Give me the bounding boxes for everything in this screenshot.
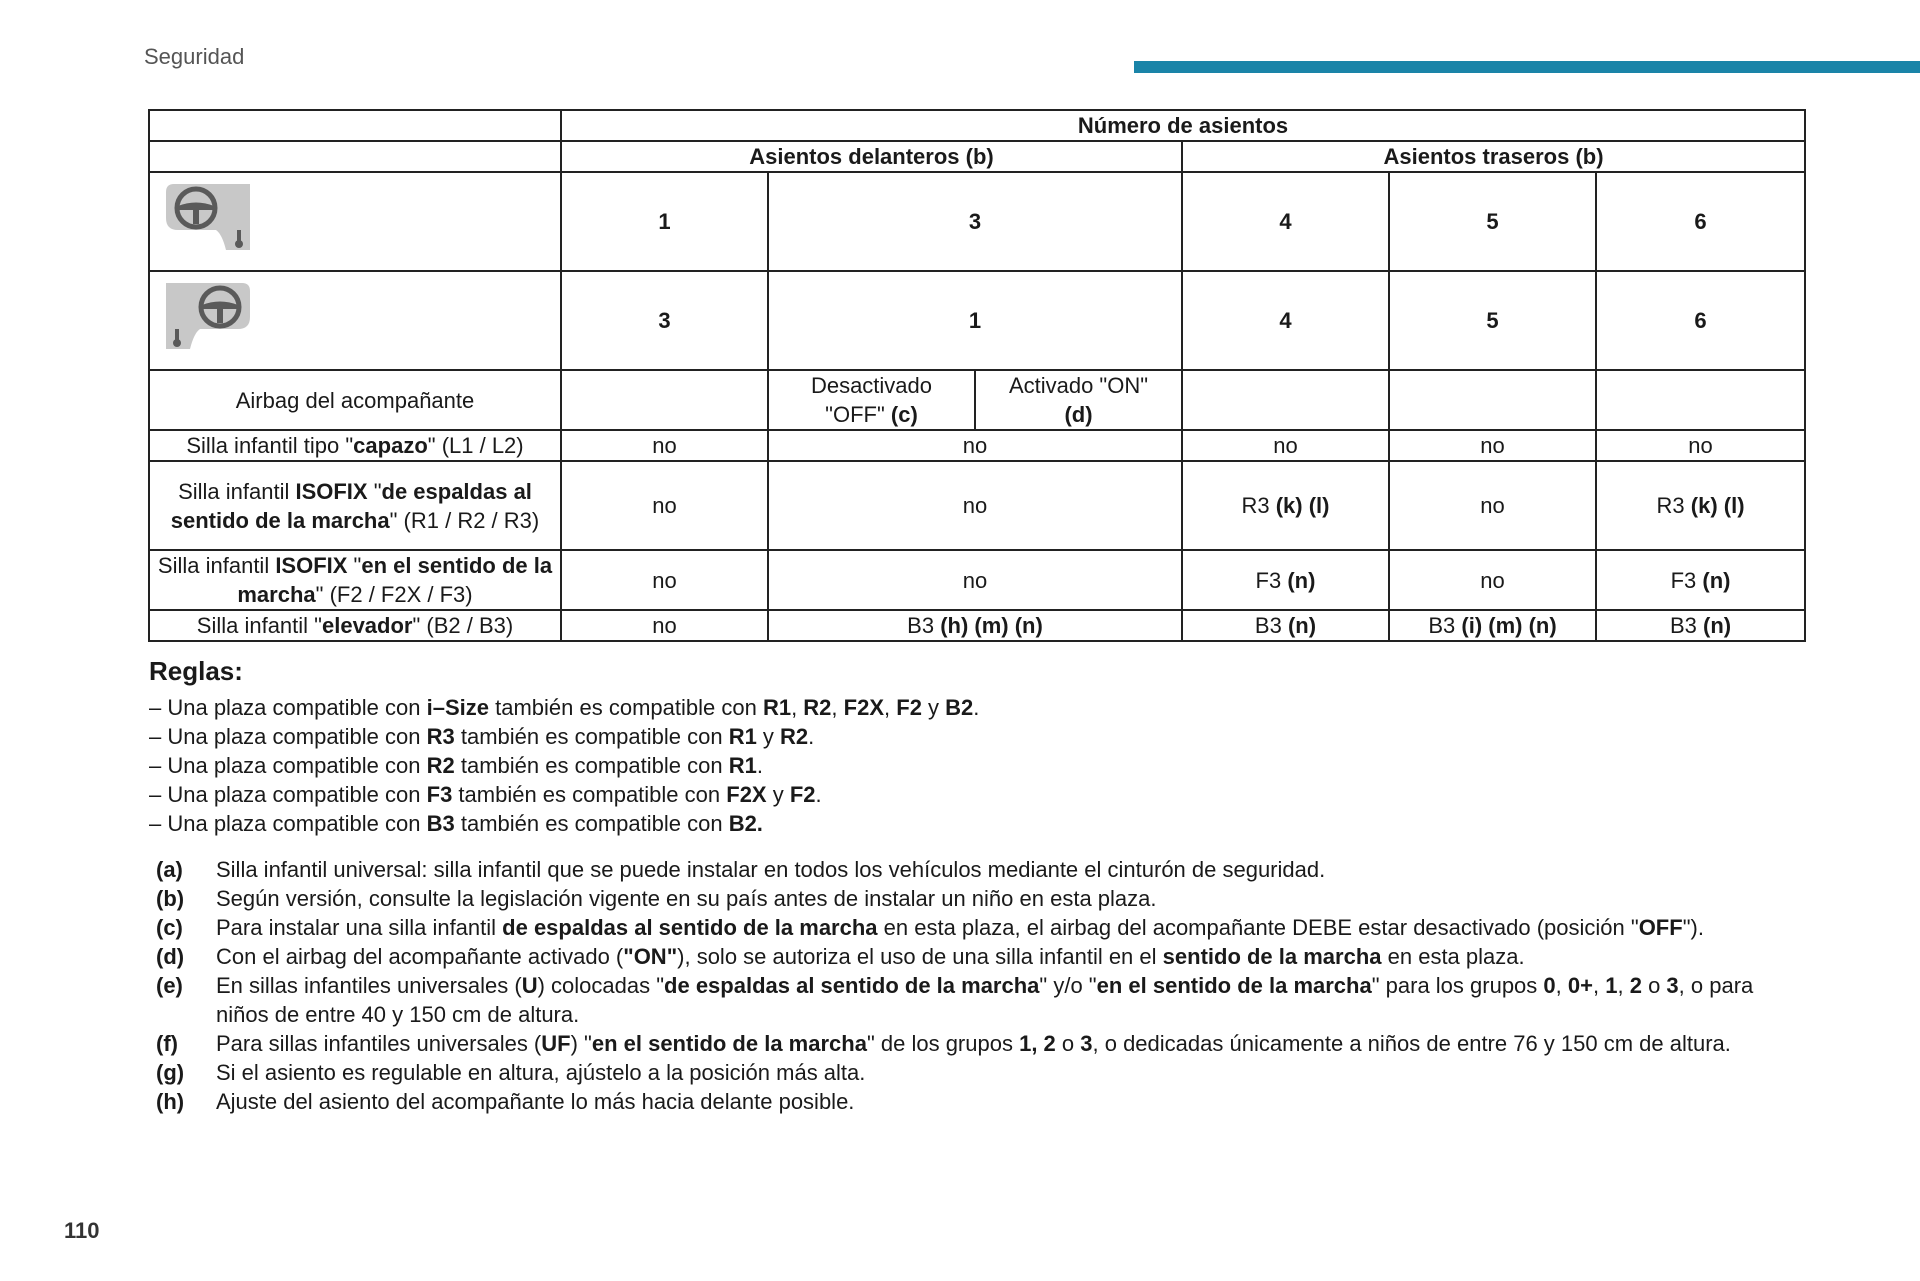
footnote-f: (f) Para sillas infantiles universales (UF) "en el sentido de la marcha" de los grupos 1, 2 o 3, o dedicadas únicamente a niños de entre 76 y 150 cm de altura. — [156, 1031, 1731, 1056]
child-seat-table — [148, 109, 1806, 642]
table-cell: no — [1182, 430, 1389, 461]
table-cell: 1 — [561, 172, 768, 271]
list-item: – Una plaza compatible con R2 también es compatible con R1. — [149, 753, 763, 778]
table-cell: no — [561, 610, 768, 641]
table-row — [149, 550, 1805, 610]
table-cell: R3 (k) (l) — [1596, 461, 1805, 550]
footnote-c: (c) Para instalar una silla infantil de espaldas al sentido de la marcha en esta plaza, el airbag del acompañante DEBE estar desactivado (posición "OFF"). — [156, 915, 1704, 940]
front-seats-header: Asientos delanteros (b) — [561, 141, 1182, 172]
footnote-h: (h) Ajuste del asiento del acompañante lo más hacia delante posible. — [156, 1089, 855, 1114]
seat-number-header: Número de asientos — [561, 110, 1805, 141]
list-item: – Una plaza compatible con B3 también es compatible con B2. — [149, 811, 763, 836]
right-hand-drive-steering-wheel-icon — [160, 277, 256, 357]
table-cell: B3 (i) (m) (n) — [1389, 610, 1596, 641]
section-label: Seguridad — [144, 44, 245, 69]
page-number: 110 — [64, 1218, 100, 1243]
airbag-off-cell: Desactivado "OFF" (c) — [769, 371, 976, 429]
row-label: Silla infantil ISOFIX "de espaldas al sentido de la marcha" (R1 / R2 / R3) — [149, 461, 561, 550]
rules-title: Reglas: — [149, 656, 243, 686]
table-cell — [1182, 370, 1389, 430]
table-row — [149, 271, 1805, 370]
table-cell: 3 — [768, 172, 1182, 271]
table-cell: no — [1596, 430, 1805, 461]
list-item: – Una plaza compatible con i–Size también es compatible con R1, R2, F2X, F2 y B2. — [149, 695, 980, 720]
table-cell: 3 — [561, 271, 768, 370]
table-cell: no — [768, 550, 1182, 610]
rhd-icon-cell — [149, 271, 561, 370]
rules-list — [149, 693, 979, 838]
table-subheader-row — [149, 141, 1805, 172]
list-item: – Una plaza compatible con R3 también es compatible con R1 y R2. — [149, 724, 815, 749]
table-cell: no — [1389, 550, 1596, 610]
table-cell: 5 — [1389, 172, 1596, 271]
table-cell: no — [768, 461, 1182, 550]
footnote-b: (b) Según versión, consulte la legislación vigente en su país antes de instalar un niño en esta plaza. — [156, 886, 1157, 911]
footnote-d: (d) Con el airbag del acompañante activado ("ON"), solo se autoriza el uso de una silla infantil en el sentido de la marcha en esta plaza. — [156, 944, 1525, 969]
table-cell: B3 (h) (m) (n) — [768, 610, 1182, 641]
footnote-e: (e) En sillas infantiles universales (U) colocadas "de espaldas al sentido de la marcha" y/o "en el sentido de la marcha" para los grupos 0, 0+, 1, 2 o 3, o para niños de entre 40 y 150 cm de altura. — [156, 973, 1754, 1027]
left-hand-drive-steering-wheel-icon — [160, 178, 256, 258]
table-cell: 4 — [1182, 172, 1389, 271]
row-label: Silla infantil "elevador" (B2 / B3) — [149, 610, 561, 641]
table-cell — [1389, 370, 1596, 430]
table-cell: 6 — [1596, 271, 1805, 370]
table-cell: 4 — [1182, 271, 1389, 370]
table-cell: no — [768, 430, 1182, 461]
lhd-icon-cell — [149, 172, 561, 271]
rear-seats-header: Asientos traseros (b) — [1182, 141, 1805, 172]
table-row — [149, 430, 1805, 461]
row-label: Silla infantil ISOFIX "en el sentido de la marcha" (F2 / F2X / F3) — [149, 550, 561, 610]
table-row — [149, 461, 1805, 550]
list-item: – Una plaza compatible con F3 también es compatible con F2X y F2. — [149, 782, 822, 807]
table-cell: no — [1389, 461, 1596, 550]
table-cell: R3 (k) (l) — [1182, 461, 1389, 550]
table-row — [149, 172, 1805, 271]
row-label: Silla infantil tipo "capazo" (L1 / L2) — [149, 430, 561, 461]
table-cell: 5 — [1389, 271, 1596, 370]
table-cell — [1596, 370, 1805, 430]
table-cell: 6 — [1596, 172, 1805, 271]
footnote-a: (a) Silla infantil universal: silla infantil que se puede instalar en todos los vehículos mediante el cinturón de seguridad. — [156, 857, 1326, 882]
table-cell: no — [1389, 430, 1596, 461]
empty-header-cell — [149, 141, 561, 172]
airbag-on-cell: Activado "ON" (d) — [1008, 373, 1149, 427]
table-cell: B3 (n) — [1596, 610, 1805, 641]
footnote-g: (g) Si el asiento es regulable en altura, ajústelo a la posición más alta. — [156, 1060, 866, 1085]
table-row — [149, 610, 1805, 641]
table-row — [149, 370, 1805, 430]
table-cell: no — [561, 461, 768, 550]
empty-header-cell — [149, 110, 561, 141]
table-cell: B3 (n) — [1182, 610, 1389, 641]
accent-bar — [1134, 61, 1920, 73]
footnotes — [156, 855, 1776, 1116]
table-cell: no — [561, 430, 768, 461]
table-cell: no — [561, 550, 768, 610]
table-header-row — [149, 110, 1805, 141]
table-cell: 1 — [768, 271, 1182, 370]
table-cell — [561, 370, 768, 430]
airbag-status-cell — [768, 370, 1182, 430]
table-cell: F3 (n) — [1596, 550, 1805, 610]
table-cell: F3 (n) — [1182, 550, 1389, 610]
row-label: Airbag del acompañante — [149, 370, 561, 430]
